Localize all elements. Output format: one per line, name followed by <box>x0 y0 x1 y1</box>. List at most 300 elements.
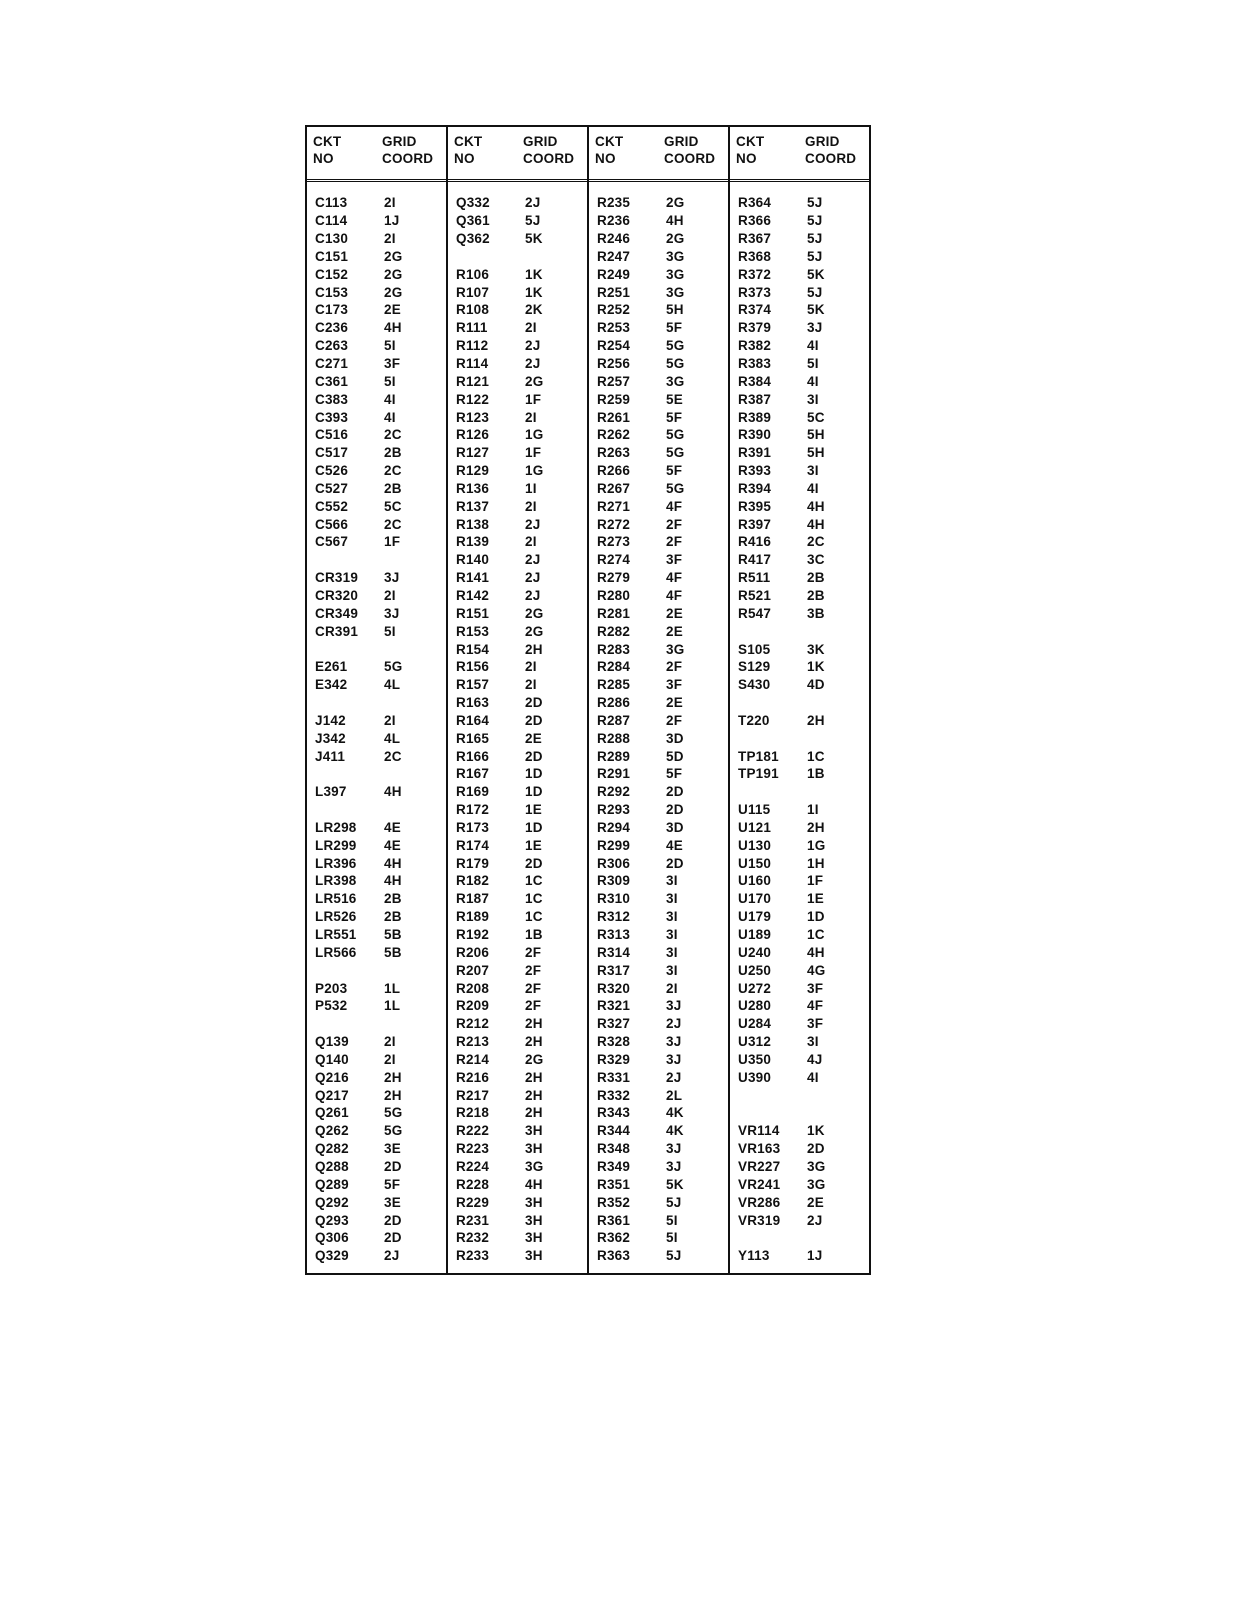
ckt-no-cell: R231 <box>456 1212 490 1228</box>
ckt-no-cell: R164 <box>456 712 490 728</box>
table-row <box>456 997 587 1015</box>
table-row <box>315 212 446 230</box>
grid-coord-cell: 2B <box>807 570 825 586</box>
table-row <box>456 1211 587 1229</box>
grid-coord-cell: 3J <box>384 605 400 621</box>
table-row <box>597 1122 728 1140</box>
table-row <box>738 1068 869 1086</box>
table-row <box>315 1140 446 1158</box>
grid-coord-cell: 5J <box>807 248 823 264</box>
ckt-no-cell: R367 <box>738 231 772 247</box>
table-row <box>738 997 869 1015</box>
table-row <box>456 729 587 747</box>
table-row <box>456 801 587 819</box>
table-row <box>315 587 446 605</box>
spacer-row <box>315 694 446 712</box>
spacer-row <box>456 248 587 266</box>
grid-coord-cell: 4H <box>807 498 825 514</box>
ckt-no-cell: R129 <box>456 463 490 479</box>
grid-coord-cell: 4I <box>807 480 819 496</box>
table-row <box>597 747 728 765</box>
grid-coord-cell: 2B <box>384 909 402 925</box>
table-row <box>738 212 869 230</box>
table-row <box>738 961 869 979</box>
grid-coord-cell: 3I <box>666 944 678 960</box>
grid-coord-cell: 2J <box>525 587 541 603</box>
ckt-no-cell: Q139 <box>315 1034 349 1050</box>
table-row <box>315 533 446 551</box>
grid-coord-cell: 5H <box>807 427 825 443</box>
ckt-no-cell: R383 <box>738 356 772 372</box>
ckt-no-header: CKT NO <box>736 134 765 166</box>
ckt-no-cell: L397 <box>315 784 347 800</box>
ckt-no-cell: R173 <box>456 819 490 835</box>
table-row <box>738 444 869 462</box>
table-row <box>597 908 728 926</box>
table-row <box>597 836 728 854</box>
table-row <box>456 961 587 979</box>
grid-coord-cell: 2E <box>666 605 683 621</box>
grid-coord-cell: 5F <box>666 409 683 425</box>
table-row <box>597 604 728 622</box>
table-row <box>738 230 869 248</box>
grid-coord-cell: 2G <box>666 195 685 211</box>
grid-coord-cell: 2H <box>525 641 543 657</box>
grid-coord-cell: 2C <box>384 427 402 443</box>
grid-coord-cell: 1C <box>525 909 543 925</box>
table-row <box>597 658 728 676</box>
ckt-no-cell: R222 <box>456 1123 490 1139</box>
table-column <box>587 127 728 1273</box>
ckt-no-cell: R384 <box>738 373 772 389</box>
grid-coord-cell: 3J <box>807 320 823 336</box>
table-row <box>597 979 728 997</box>
table-row <box>597 551 728 569</box>
table-row <box>456 283 587 301</box>
ckt-no-cell: R309 <box>597 873 631 889</box>
grid-coord-cell: 3J <box>666 1158 682 1174</box>
grid-coord-cell: 3J <box>384 570 400 586</box>
table-row <box>597 194 728 212</box>
grid-coord-cell: 4H <box>807 944 825 960</box>
ckt-no-cell: R187 <box>456 891 490 907</box>
ckt-no-cell: VR241 <box>738 1176 781 1192</box>
grid-coord-cell: 3H <box>525 1123 543 1139</box>
grid-coord-cell: 2G <box>525 623 544 639</box>
grid-coord-cell: 3I <box>666 909 678 925</box>
grid-coord-cell: 2J <box>525 356 541 372</box>
grid-coord-cell: 3J <box>666 1141 682 1157</box>
ckt-no-cell: R169 <box>456 784 490 800</box>
ckt-no-cell: R331 <box>597 1069 631 1085</box>
table-row <box>456 890 587 908</box>
table-row <box>738 248 869 266</box>
ckt-no-cell: R394 <box>738 480 772 496</box>
table-row <box>315 283 446 301</box>
grid-coord-cell: 2D <box>384 1230 402 1246</box>
ckt-no-cell: R256 <box>597 356 631 372</box>
table-row <box>456 1158 587 1176</box>
grid-coord-cell: 5J <box>807 213 823 229</box>
table-row <box>315 1122 446 1140</box>
ckt-no-cell: S129 <box>738 659 771 675</box>
grid-coord-cell: 2G <box>525 373 544 389</box>
grid-coord-cell: 1D <box>525 766 543 782</box>
spacer-row <box>738 622 869 640</box>
grid-coord-cell: 2D <box>666 784 684 800</box>
ckt-no-cell: R236 <box>597 213 631 229</box>
table-row <box>597 640 728 658</box>
table-row <box>456 926 587 944</box>
table-row <box>738 390 869 408</box>
table-row <box>456 819 587 837</box>
table-row <box>738 1247 869 1265</box>
ckt-no-cell: R137 <box>456 498 490 514</box>
ckt-no-cell: R363 <box>597 1248 631 1264</box>
table-row <box>738 926 869 944</box>
grid-coord-header: GRID COORD <box>805 134 857 166</box>
table-row <box>597 283 728 301</box>
grid-coord-cell: 4H <box>525 1176 543 1192</box>
table-row <box>597 1158 728 1176</box>
grid-coord-cell: 4H <box>384 320 402 336</box>
ckt-no-cell: R252 <box>597 302 631 318</box>
table-row <box>315 372 446 390</box>
grid-coord-cell: 4F <box>807 998 824 1014</box>
table-row <box>597 1175 728 1193</box>
table-row <box>738 979 869 997</box>
table-row <box>597 426 728 444</box>
grid-coord-cell: 4I <box>384 409 396 425</box>
ckt-no-cell: Q306 <box>315 1230 349 1246</box>
grid-coord-cell: 3I <box>666 927 678 943</box>
table-row <box>597 230 728 248</box>
ckt-no-cell: LR516 <box>315 891 357 907</box>
table-row <box>456 462 587 480</box>
grid-coord-cell: 2D <box>525 748 543 764</box>
table-row <box>315 265 446 283</box>
ckt-no-cell: LR398 <box>315 873 357 889</box>
table-row <box>597 1051 728 1069</box>
grid-coord-cell: 5F <box>666 766 683 782</box>
ckt-no-cell: U189 <box>738 927 772 943</box>
table-row <box>315 926 446 944</box>
ckt-no-cell: C236 <box>315 320 349 336</box>
table-row <box>738 194 869 212</box>
ckt-no-cell: R206 <box>456 944 490 960</box>
ckt-no-cell: R327 <box>597 1016 631 1032</box>
table-row <box>456 658 587 676</box>
ckt-no-cell: U284 <box>738 1016 772 1032</box>
ckt-no-cell: R136 <box>456 480 490 496</box>
table-row <box>456 676 587 694</box>
table-row <box>738 890 869 908</box>
table-row <box>456 212 587 230</box>
grid-coord-cell: 4J <box>807 1051 823 1067</box>
grid-coord-cell: 4E <box>384 819 401 835</box>
table-row <box>597 444 728 462</box>
ckt-no-cell: R344 <box>597 1123 631 1139</box>
table-row <box>738 1211 869 1229</box>
table-row <box>738 819 869 837</box>
ckt-no-cell: U280 <box>738 998 772 1014</box>
grid-coord-cell: 2I <box>384 231 396 247</box>
grid-coord-cell: 3H <box>525 1194 543 1210</box>
table-row <box>456 872 587 890</box>
ckt-no-cell: C152 <box>315 266 349 282</box>
table-row <box>597 212 728 230</box>
table-row <box>597 1247 728 1265</box>
ckt-no-cell: R141 <box>456 570 490 586</box>
ckt-no-cell: VR163 <box>738 1141 781 1157</box>
ckt-no-cell: U170 <box>738 891 772 907</box>
grid-coord-cell: 3G <box>525 1158 544 1174</box>
table-row <box>456 301 587 319</box>
table-row <box>738 426 869 444</box>
ckt-no-cell: R306 <box>597 855 631 871</box>
grid-coord-cell: 5J <box>666 1194 682 1210</box>
ckt-no-cell: VR319 <box>738 1212 781 1228</box>
ckt-no-cell: R391 <box>738 445 772 461</box>
ckt-no-cell: CR319 <box>315 570 359 586</box>
ckt-no-cell: R332 <box>597 1087 631 1103</box>
table-row <box>738 480 869 498</box>
table-row <box>456 1068 587 1086</box>
ckt-no-cell: R163 <box>456 695 490 711</box>
ckt-no-cell: R317 <box>597 962 631 978</box>
ckt-no-cell: R112 <box>456 338 489 354</box>
ckt-no-cell: CR320 <box>315 587 359 603</box>
ckt-no-cell: Q329 <box>315 1248 349 1264</box>
grid-coord-cell: 4H <box>384 855 402 871</box>
grid-coord-cell: 5G <box>384 1123 403 1139</box>
table-row <box>315 836 446 854</box>
grid-coord-cell: 2I <box>384 587 396 603</box>
grid-coord-cell: 2H <box>525 1034 543 1050</box>
table-row <box>315 497 446 515</box>
grid-coord-cell: 1L <box>384 998 401 1014</box>
grid-coord-cell: 2C <box>384 748 402 764</box>
ckt-no-cell: R511 <box>738 570 771 586</box>
grid-coord-cell: 2D <box>384 1212 402 1228</box>
grid-coord-cell: 3F <box>666 552 683 568</box>
ckt-no-cell: R209 <box>456 998 490 1014</box>
ckt-no-cell: R167 <box>456 766 490 782</box>
table-row <box>456 569 587 587</box>
grid-coord-cell: 5J <box>807 284 823 300</box>
grid-coord-cell: 4D <box>807 677 825 693</box>
ckt-no-cell: R153 <box>456 623 490 639</box>
grid-coord-cell: 2I <box>384 195 396 211</box>
grid-coord-cell: 2J <box>807 1212 823 1228</box>
table-row <box>597 497 728 515</box>
table-row <box>597 569 728 587</box>
table-row <box>315 1051 446 1069</box>
table-column <box>446 127 587 1273</box>
ckt-no-cell: R179 <box>456 855 490 871</box>
table-row <box>456 497 587 515</box>
table-row <box>738 462 869 480</box>
ckt-no-cell: R257 <box>597 373 631 389</box>
ckt-no-cell: R208 <box>456 980 490 996</box>
grid-coord-cell: 5I <box>666 1212 678 1228</box>
table-row <box>597 248 728 266</box>
table-row <box>738 283 869 301</box>
ckt-no-cell: R310 <box>597 891 631 907</box>
ckt-no-cell: R283 <box>597 641 631 657</box>
table-row <box>597 872 728 890</box>
grid-coord-cell: 5G <box>666 338 685 354</box>
table-row <box>456 426 587 444</box>
table-row <box>738 640 869 658</box>
table-row <box>738 319 869 337</box>
ckt-no-cell: Q293 <box>315 1212 349 1228</box>
spacer-row <box>315 801 446 819</box>
spacer-row <box>315 551 446 569</box>
grid-coord-cell: 1K <box>807 1123 825 1139</box>
ckt-no-cell: U250 <box>738 962 772 978</box>
ckt-no-cell: R368 <box>738 248 772 264</box>
table-row <box>597 372 728 390</box>
ckt-no-cell: R274 <box>597 552 631 568</box>
grid-coord-cell: 3G <box>807 1158 826 1174</box>
ckt-no-cell: R174 <box>456 837 490 853</box>
spacer-row <box>738 1104 869 1122</box>
ckt-no-cell: R366 <box>738 213 772 229</box>
table-row <box>456 1175 587 1193</box>
ckt-no-cell: U121 <box>738 819 772 835</box>
grid-coord-cell: 5G <box>666 427 685 443</box>
grid-coord-cell: 3F <box>807 980 824 996</box>
ckt-no-cell: C383 <box>315 391 349 407</box>
ckt-no-cell: U312 <box>738 1034 772 1050</box>
grid-coord-cell: 5G <box>666 480 685 496</box>
ckt-no-cell: LR298 <box>315 819 357 835</box>
ckt-no-cell: C516 <box>315 427 349 443</box>
spacer-row <box>738 729 869 747</box>
table-row <box>315 230 446 248</box>
grid-coord-header: GRID COORD <box>382 134 434 166</box>
table-row <box>738 711 869 729</box>
ckt-no-cell: R328 <box>597 1034 631 1050</box>
table-row <box>456 943 587 961</box>
ckt-no-cell: Q288 <box>315 1158 349 1174</box>
table-row <box>738 676 869 694</box>
table-row <box>456 533 587 551</box>
grid-coord-cell: 1J <box>384 213 400 229</box>
grid-coord-cell: 3G <box>666 373 685 389</box>
grid-coord-cell: 2I <box>525 409 537 425</box>
table-row <box>738 569 869 587</box>
ckt-no-cell: R273 <box>597 534 631 550</box>
grid-coord-cell: 5I <box>666 1230 678 1246</box>
grid-coord-cell: 2D <box>525 695 543 711</box>
grid-coord-cell: 2H <box>525 1016 543 1032</box>
table-row <box>597 337 728 355</box>
ckt-no-cell: R417 <box>738 552 772 568</box>
table-row <box>315 301 446 319</box>
grid-coord-cell: 5K <box>807 266 825 282</box>
ckt-no-cell: R387 <box>738 391 772 407</box>
ckt-no-cell: Q140 <box>315 1051 349 1067</box>
ckt-no-cell: R156 <box>456 659 490 675</box>
grid-coord-cell: 1I <box>525 480 537 496</box>
ckt-no-cell: R192 <box>456 927 490 943</box>
grid-coord-cell: 2F <box>525 980 542 996</box>
grid-coord-cell: 3J <box>666 1051 682 1067</box>
ckt-no-cell: R352 <box>597 1194 631 1210</box>
spacer-row <box>738 694 869 712</box>
table-row <box>738 497 869 515</box>
grid-coord-cell: 5D <box>666 748 684 764</box>
grid-coord-cell: 2G <box>384 266 403 282</box>
grid-coord-cell: 5K <box>807 302 825 318</box>
table-row <box>597 1015 728 1033</box>
grid-coord-header: GRID COORD <box>523 134 575 166</box>
ckt-no-cell: R288 <box>597 730 631 746</box>
grid-coord-cell: 3H <box>525 1248 543 1264</box>
table-row <box>456 854 587 872</box>
grid-coord-cell: 3I <box>807 463 819 479</box>
ckt-no-cell: R165 <box>456 730 490 746</box>
grid-coord-cell: 1L <box>384 980 401 996</box>
grid-coord-cell: 2D <box>807 1141 825 1157</box>
ckt-no-cell: Q262 <box>315 1123 349 1139</box>
ckt-no-cell: R314 <box>597 944 631 960</box>
ckt-no-cell: R247 <box>597 248 631 264</box>
table-row <box>456 711 587 729</box>
ckt-no-cell: R114 <box>456 356 489 372</box>
ckt-no-cell: C153 <box>315 284 349 300</box>
ckt-no-cell: R313 <box>597 927 631 943</box>
ckt-no-cell: Q261 <box>315 1105 349 1121</box>
column-body <box>307 182 446 1265</box>
grid-coord-cell: 2F <box>525 998 542 1014</box>
table-row <box>456 640 587 658</box>
grid-coord-cell: 4G <box>807 962 826 978</box>
table-row <box>597 301 728 319</box>
table-row <box>456 480 587 498</box>
table-row <box>597 462 728 480</box>
table-row <box>738 836 869 854</box>
ckt-no-cell: R254 <box>597 338 631 354</box>
table-row <box>315 1247 446 1265</box>
ckt-no-cell: R235 <box>597 195 631 211</box>
grid-coord-cell: 2E <box>525 730 542 746</box>
ckt-no-cell: R284 <box>597 659 631 675</box>
table-row <box>315 943 446 961</box>
table-row <box>597 408 728 426</box>
grid-coord-cell: 2I <box>525 320 537 336</box>
table-row <box>315 658 446 676</box>
ckt-no-cell: R416 <box>738 534 772 550</box>
table-row <box>456 1051 587 1069</box>
table-row <box>315 604 446 622</box>
ckt-no-cell: R214 <box>456 1051 490 1067</box>
table-row <box>597 801 728 819</box>
column-body <box>589 182 728 1265</box>
grid-coord-cell: 1I <box>807 802 819 818</box>
ckt-no-cell: R121 <box>456 373 490 389</box>
grid-coord-cell: 3D <box>666 730 684 746</box>
grid-coord-cell: 1F <box>525 391 542 407</box>
table-row <box>597 390 728 408</box>
ckt-no-cell: E261 <box>315 659 348 675</box>
table-row <box>738 658 869 676</box>
table-row <box>738 372 869 390</box>
grid-coord-cell: 2F <box>666 659 683 675</box>
table-row <box>738 408 869 426</box>
